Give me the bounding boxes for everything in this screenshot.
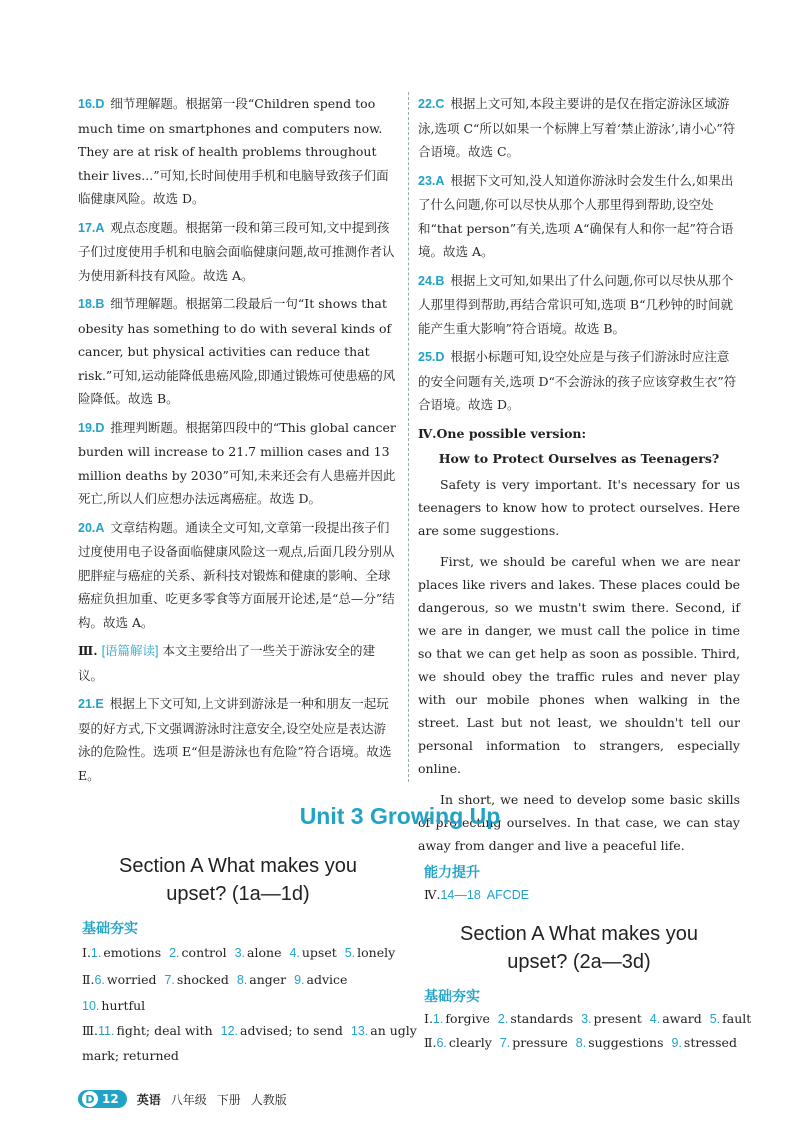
left-column [78,92,398,792]
answer-item: 25.D 根据小标题可知,设空处应是与孩子们游泳时应注意的安全问题有关,选项 D“不会游泳的孩子应该穿救生衣”符合语境。故选 D。 [418,349,737,412]
answer-line: Ⅳ.14—18 AFCDE [424,887,530,902]
answer-line: Ⅱ.6. clearly 7. pressure 8. suggestions 9. stressed [424,1035,737,1050]
answer-line: mark; returned [82,1048,179,1063]
answer-item: 22.C 根据上文可知,本段主要讲的是仅在指定游泳区域游泳,选项 C“所以如果一个标牌上写着‘禁止游泳’,请小心”符合语境。故选 C。 [418,96,736,159]
answer-line: Ⅰ.1. emotions 2. control 3. alone 4. upset 5. lonely [82,945,396,960]
unit-title: Unit 3 Growing Up [299,803,501,829]
page-number-badge: D 12 [78,1090,127,1108]
essay [418,473,740,857]
answer-line: Ⅲ.11. fight; deal with 12. advised; to send 13. an ugly [82,1023,417,1038]
right-column [418,92,740,865]
essay-paragraph: In short, we need to develop some basic skills of protecting ourselves. In that case, we can stay away from danger and live a peaceful life. [418,791,740,853]
answer-item: 16.D 细节理解题。根据第一段“Children spend too much time on smartphones and computers now. They are at risk of health problems throughout their lives...”可知,长时间使用手机和电脑导致孩子们面临健康风险。故选 D。 [78,96,389,206]
section-heading: 能力提升 [424,865,480,881]
page-footer: D 12 英语 八年级 下册 人教版 [78,1088,287,1110]
answer-item: 23.A 根据下文可知,没人知道你游泳时会发生什么,如果出了什么问题,你可以尽快从那个人那里得到帮助,设空处和“that person”有关,选项 A“确保有人和你一起”符合语境。故选 A。 [418,172,734,259]
possible-version-label: Ⅳ.One possible version: [418,425,587,441]
answer-item: 19.D 推理判断题。根据第四段中的“This global cancer burden will increase to 21.7 million cases and 13 million deaths by 2030”可知,未来还会有人患癌并因此死亡,所以人们应想办法远离癌症。故选 D。 [78,419,396,506]
section-title: Section A What makes you upset? (1a—1d) [119,855,357,905]
answer-line: 10. hurtful [82,998,146,1013]
answer-item: 17.A 观点态度题。根据第一段和第三段可知,文中提到孩子们过度使用手机和电脑会面临健康问题,故可推测作者认为使用新科技有风险。故选 A。 [78,219,395,283]
section-heading: 基础夯实 [424,989,480,1005]
passage-summary: Ⅲ. [语篇解读] 本文主要给出了一些关于游泳安全的建议。 [78,643,376,683]
essay-paragraph: Safety is very important. It's necessary for us teenagers to know how to protect ourselves. Here are some suggestions. [418,476,740,538]
answer-item: 21.E 根据上下文可知,上文讲到游泳是一种和朋友一起玩耍的好方式,下文强调游泳时注意安全,设空处应是表达游泳的危险性。选项 E“但是游泳也有危险”符合语境。故选 E。 [78,696,392,783]
answer-item: 18.B 细节理解题。根据第二段最后一句“It shows that obesity has something to do with several kinds of cancer, but physical activities can reduce that risk.”可知,运动能降低患癌风险,即通过锻炼可使患癌的风险降低。故选 B。 [78,296,396,406]
section-heading: 基础夯实 [82,921,138,937]
answer-item: 24.B 根据上文可知,如果出了什么问题,你可以尽快从那个人那里得到帮助,再结合常识可知,选项 B“几秒钟的时间就能产生重大影响”符合语境。故选 B。 [418,272,734,336]
answer-line: Ⅰ.1. forgive 2. standards 3. present 4. award 5. fault [424,1011,752,1026]
answer-item: 20.A 文章结构题。通读全文可知,文章第一段提出孩子们过度使用电子设备面临健康风险这一观点,后面几段分别从肥胖症与癌症的关系、新科技对锻炼和健康的影响、全球癌症负担加重、吃更多零食等方面展开论述,是“总—分”结构。故选 A。 [78,519,395,630]
section-title: Section A What makes you upset? (2a—3d) [460,923,698,973]
essay-title: How to Protect Ourselves as Teenagers? [438,451,720,466]
answer-line: Ⅱ.6. worried 7. shocked 8. anger 9. advice [82,972,348,987]
column-divider [408,92,409,782]
essay-paragraph: First, we should be careful when we are near places like rivers and lakes. These places could be dangerous, so we mustn't swim there. Second, if we are in danger, we must call the police in time so that we can get help as soon as possible. Third, we should obey the traffic rules and never play with our mobile phones when walking in the street. Last but not least, we shouldn't tell our personal information to strangers, especially online. [418,553,740,776]
